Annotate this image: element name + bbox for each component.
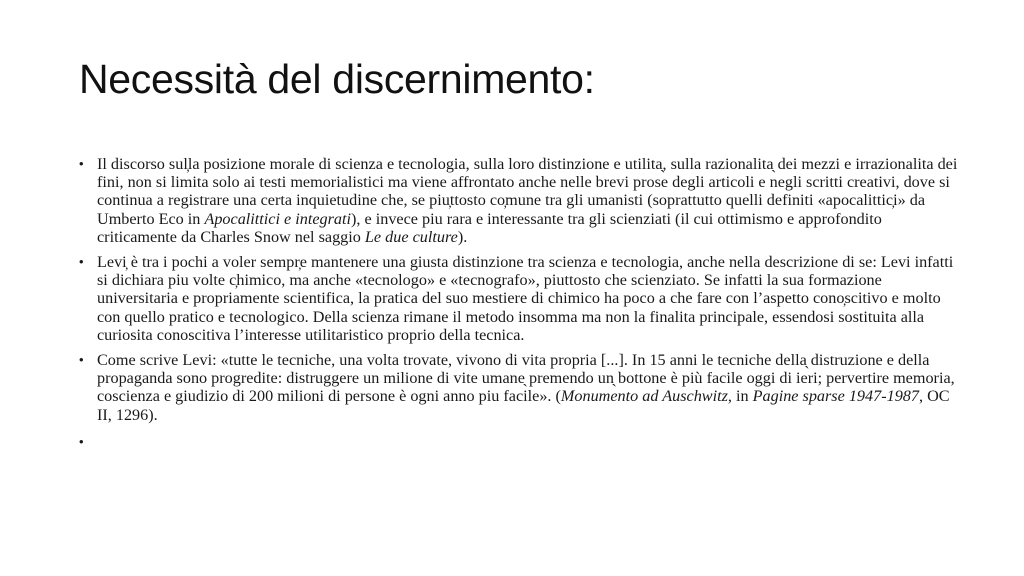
bullet-text-3 [97,351,959,424]
book-title-le-due-culture: Le due culture [364,227,458,246]
bullet-text-1 [97,155,959,246]
bullet-text-2 [97,253,959,344]
text-segment: Il discorso sul̦la posizione morale di scienza e tecnologia, sulla loro distinzione e utilita̖, sulla razionalita̖ dei mezzi e irrazionalita dei fini, non si limita solo ai testi memorialistici ma viene affrontato anche nelle brevi prose degli articoli e negli scritti creativi, dove si continua a registrare una certa inquietudine che, se piu̦ttosto co̦mune tra gli umanisti (soprattutto quelli definiti «apocalittic̦i» da Umberto Eco in [97,155,958,228]
text-segment: ), e invece piu rara e interessante tra gli scienziati (il cui ottimismo e approfondito criticamente da Charles Snow nel saggio [97,209,882,246]
book-title-apocalittici: Apocalittici e integrati [204,209,352,228]
text-segment: Come scrive Levi: «tutte le tecniche, una volta trovate, vivono di vita propria [...]. In 15 anni le tecniche della̖ distruzione e della propaganda sono progredite: distruggere un milione di vite umane̖ premendo un̖ bottone è più facile oggi di ieri; pervertire memoria, coscienza e giudizio di 200 milioni di persone è ogni anno piu facile». ( [97,351,955,406]
bullet-icon: • [79,433,84,449]
text-segment: ). [457,227,468,246]
bullet-item-empty [79,433,959,451]
work-title-monumento: Monumento ad Auschwitz [560,387,728,406]
bullet-item-2 [79,253,959,344]
bullet-list [79,155,959,458]
bullet-icon: • [79,254,84,270]
text-segment: , in [727,387,753,406]
bullet-item-1 [79,155,959,246]
bullet-item-3 [79,351,959,424]
bullet-icon: • [79,352,84,368]
work-title-pagine-sparse: Pagine sparse 1947-1987 [752,387,919,406]
text-segment: Levi̦ è tra i pochi a voler sempr̦e mantenere una giusta distinzione tra scienza e tecnologia, anche nella descrizione di se: Levi infatti si dichiara piu volte c̦himico, ma anche «tecnologo» e «tecnografo», piuttosto che scienziato. Se infatti la sua formazione universitaria e propriamente scientifica, la pratica del suo mestiere di chimico ha poco a che fare con l’aspetto cono̦scitivo e molto con quello pratico e tecnologico. Della scienza rimane il metodo insomma ma non la finalita principale, essendosi sostituita alla curiosita conoscitiva l’interesse utilitaristico proprio della tecnica. [97,253,954,344]
bullet-icon: • [79,156,84,171]
slide-title: Necessità del discernimento: [79,56,595,102]
text-segment: , OC II, 1296). [97,387,950,424]
